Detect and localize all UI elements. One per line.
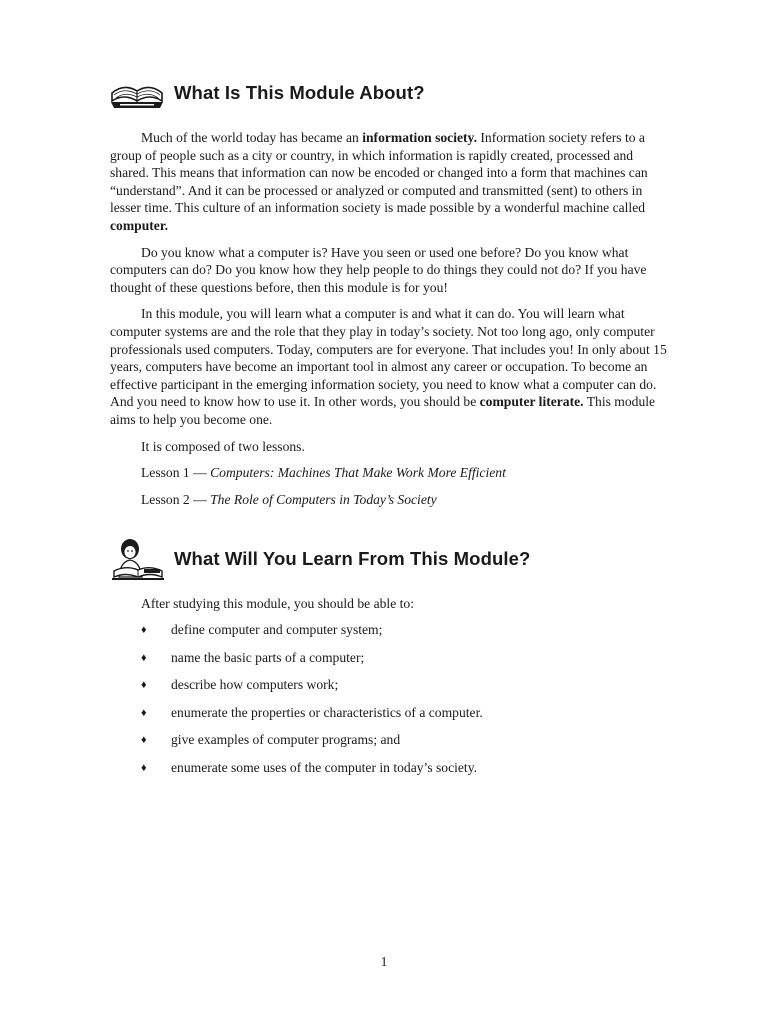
diamond-bullet-icon: ♦ [141,624,147,636]
list-item [141,650,483,678]
text-run: Much of the world today has became an [141,130,363,145]
section-title: What Will You Learn From This Module? [174,548,531,569]
paragraph [110,129,675,235]
list-item [141,732,483,760]
objective-text: enumerate some uses of the computer in today’s society. [171,759,478,775]
paragraph: Do you know what a computer is? Have you seen or used one before? Do you know what computers can do? Do you know how they help people to do things they could not do? If you have thought of these questions before, then this module is for you! [110,244,647,295]
bold-term: computer. [110,217,169,233]
section-title: What Is This Module About? [174,82,425,103]
lesson-title: The Role of Computers in Today’s Society [210,491,437,507]
list-item [141,705,483,733]
text-run: This module aims to help you become one. [110,394,656,427]
open-book-icon [108,71,166,115]
list-item [141,622,483,650]
objectives-list [141,622,483,787]
text-run: In this module, you will learn what a computer is and what it can do. You will learn what computer systems are and the role that they play in today’s society. Not too long ago, only computer professionals used computers. Today, computers are for everyone. That includes you! In only about 15 years, computers have become an important tool in almost any career or occupation. To become an effective participant in the emerging information society, you need to know what a computer can do. And you need to know how to use it. In other words, you should be [110,306,667,410]
page-number: 1 [380,954,388,969]
list-item [141,677,483,705]
lesson-label: Lesson 2 — [141,491,211,507]
section-heading-module-about [108,71,425,115]
student-reading-icon [108,537,166,581]
lesson-item [141,464,675,482]
lesson-title: Computers: Machines That Make Work More Efficient [210,465,506,481]
paragraph [110,305,675,428]
bold-term: computer literate. [479,394,584,410]
list-item [141,760,483,788]
bold-term: information society. [362,130,477,145]
objective-text: enumerate the properties or characteristics of a computer. [171,704,483,720]
objectives-intro: After studying this module, you should be able to: [141,596,414,611]
objective-text: describe how computers work; [171,677,339,692]
diamond-bullet-icon: ♦ [141,651,147,664]
lesson-label: Lesson 1 — [141,465,211,481]
diamond-bullet-icon: ♦ [141,706,147,719]
section-heading-learn [108,537,530,581]
lesson-item [141,491,675,509]
diamond-bullet-icon: ♦ [141,761,147,774]
diamond-bullet-icon: ♦ [141,734,147,746]
objective-text: define computer and computer system; [171,622,383,637]
objective-text: name the basic parts of a computer; [171,649,365,665]
text-run: Information society refers to a group of people such as a city or country, in which information is rapidly created, processed and shared. This means that information can now be encoded or changed into a form that machines can “understand”. And it can be processed or analyzed or computed and transmitted (sent) to others in lesser time. This culture of an information society is made possible by a wonderful machine called [110,130,648,216]
objective-text: give examples of computer programs; and [171,732,401,747]
paragraph: It is composed of two lessons. [141,438,305,454]
diamond-bullet-icon: ♦ [141,679,147,691]
module-about-text [110,129,675,517]
